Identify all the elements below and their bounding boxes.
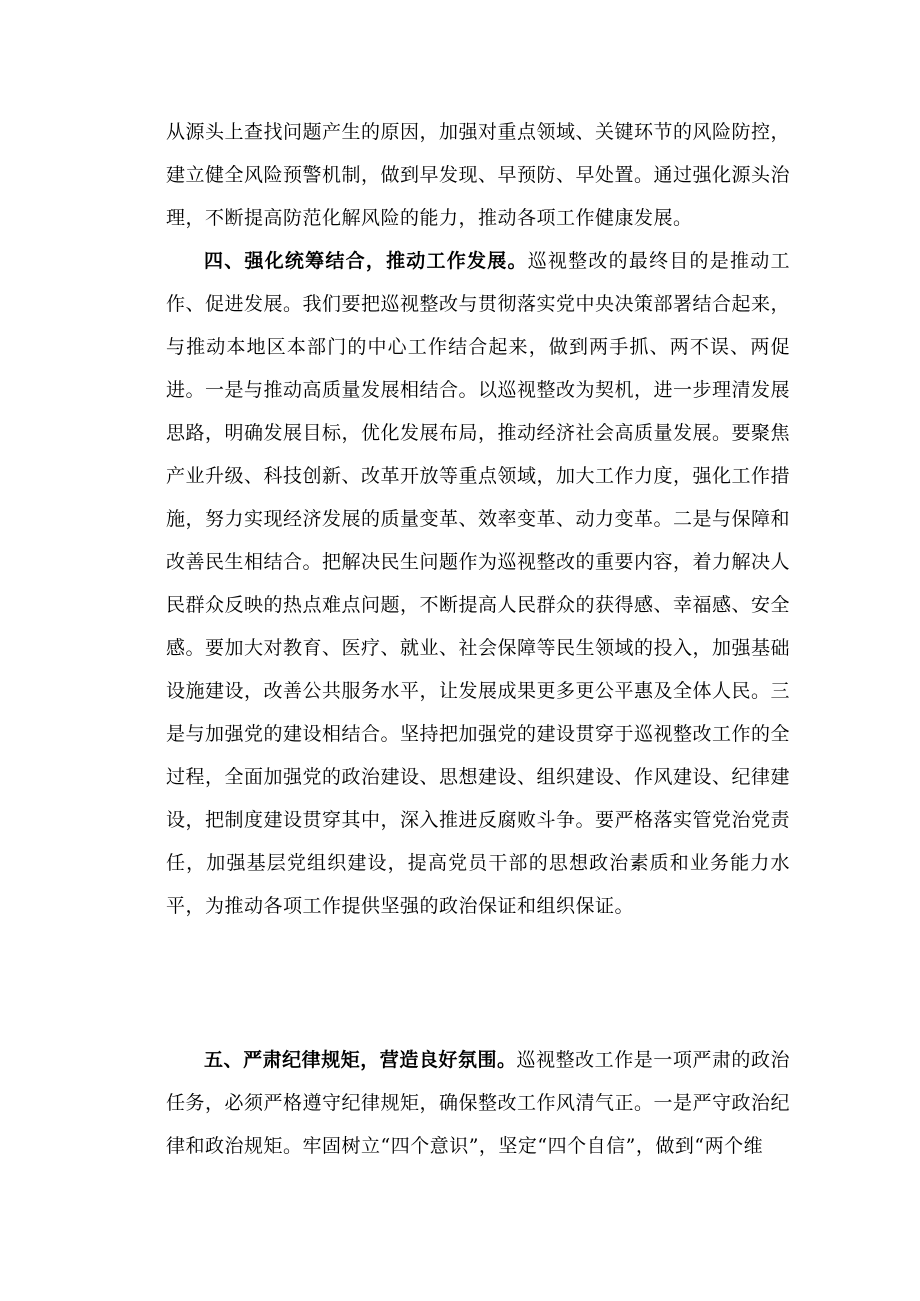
section-heading-5: 五、严肃纪律规矩，营造良好氛围。 (204, 1049, 517, 1071)
paragraph-1 (166, 111, 790, 240)
section-heading-4: 四、强化统筹结合，推动工作发展。 (204, 250, 528, 272)
paragraph-3-body: 巡视整改工作是一项严肃的政治任务，必须严格遵守纪律规矩，确保整改工作风清气正。一是严守政治纪律和政治规矩。牢固树立“四个意识”，坚定“四个自信”，做到“两个维 (166, 1049, 791, 1157)
paragraph-3-text (166, 1039, 790, 1168)
paragraph-3 (166, 1039, 790, 1168)
paragraph-1-body: 从源头上查找问题产生的原因，加强对重点领域、关键环节的风险防控，建立健全风险预警机制，做到早发现、早预防、早处置。通过强化源头治理，不断提高防范化解风险的能力，推动各项工作健康发展。 (166, 121, 791, 229)
paragraph-2-body: 巡视整改的最终目的是推动工作、促进发展。我们要把巡视整改与贯彻落实党中央决策部署结合起来，与推动本地区本部门的中心工作结合起来，做到两手抓、两不误、两促进。一是与推动高质量发展相结合。以巡视整改为契机，进一步理清发展思路，明确发展目标，优化发展布局，推动经济社会高质量发展。要聚焦产业升级、科技创新、改革开放等重点领域，加大工作力度，强化工作措施，努力实现经济发展的质量变革、效率变革、动力变革。二是与保障和改善民生相结合。把解决民生问题作为巡视整改的重要内容，着力解决人民群众反映的热点难点问题，不断提高人民群众的获得感、幸福感、安全感。要加大对教育、医疗、就业、社会保障等民生领域的投入，加强基础设施建设，改善公共服务水平，让发展成果更多更公平惠及全体人民。三是与加强党的建设相结合。坚持把加强党的建设贯穿于巡视整改工作的全过程，全面加强党的政治建设、思想建设、组织建设、作风建设、纪律建设，把制度建设贯穿其中，深入推进反腐败斗争。要严格落实管党治党责任，加强基层党组织建设，提高党员干部的思想政治素质和业务能力水平，为推动各项工作提供坚强的政治保证和组织保证。 (166, 250, 791, 917)
paragraph-2-text (166, 240, 790, 928)
paragraph-2 (166, 240, 790, 928)
